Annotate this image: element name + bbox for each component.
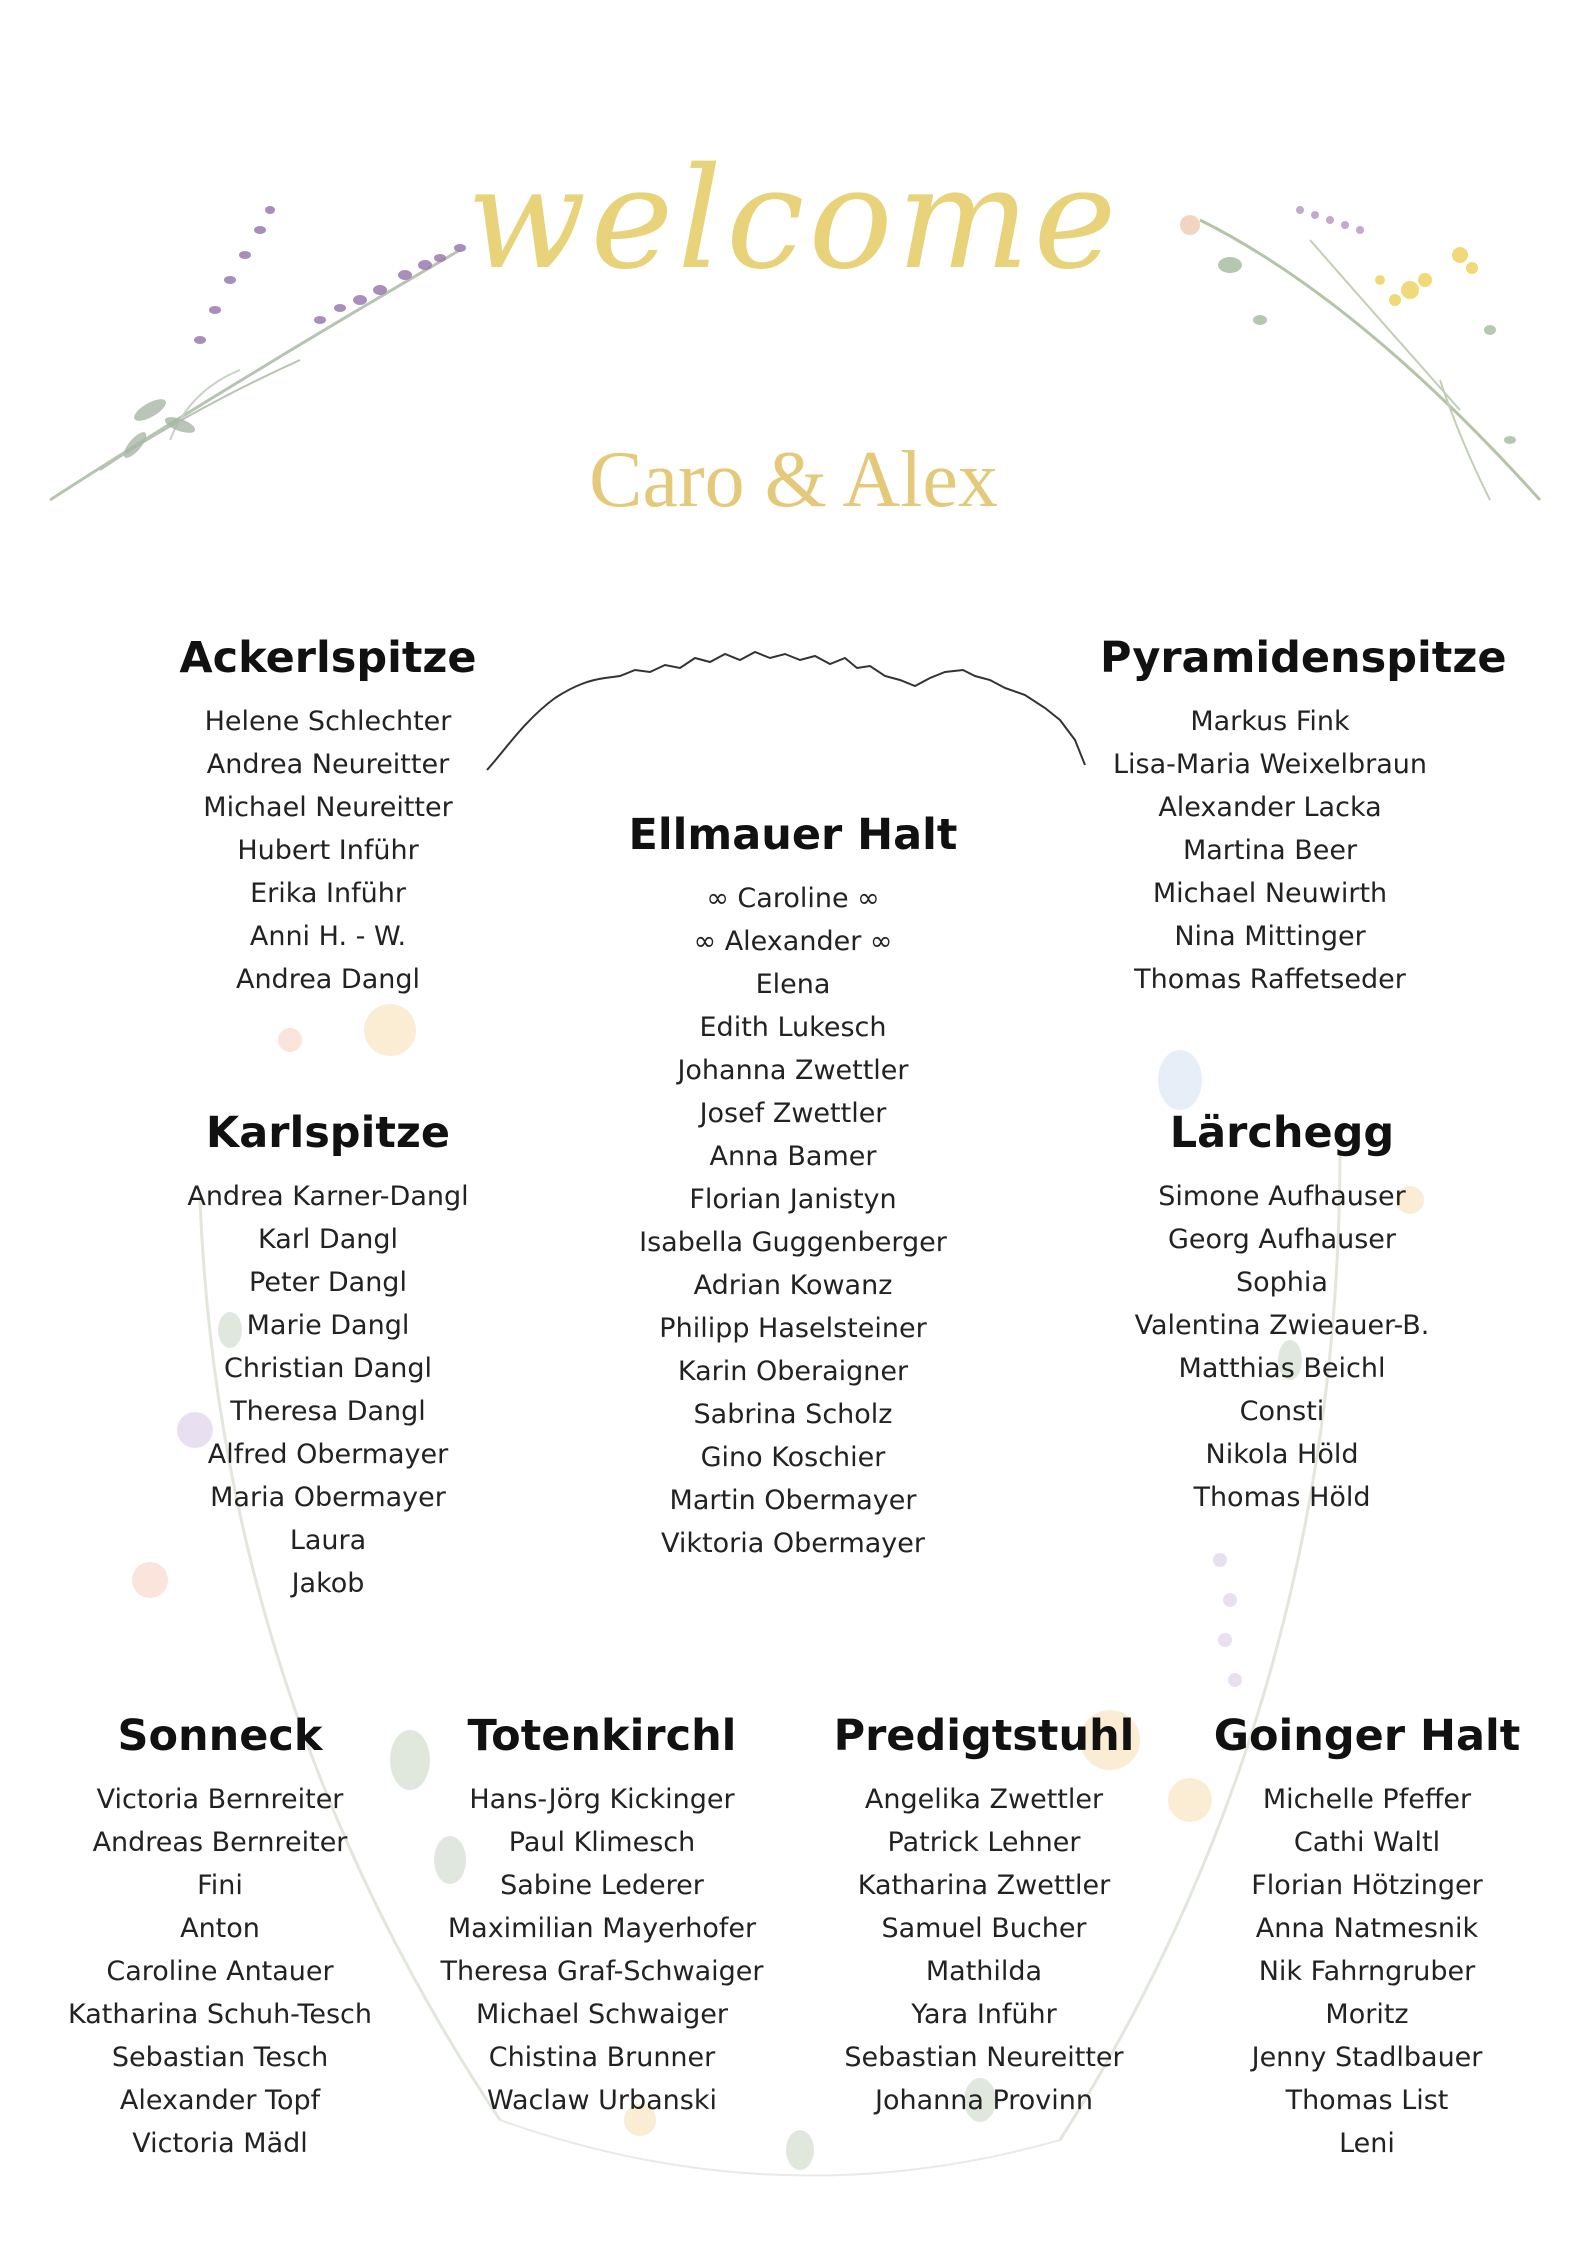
guest-name: Maria Obermayer	[210, 1482, 446, 1514]
guest-name: Philipp Haselsteiner	[659, 1313, 927, 1345]
guest-name: Marie Dangl	[246, 1310, 410, 1342]
guest-name: Sophia	[1236, 1267, 1328, 1299]
guest-name: Theresa Dangl	[230, 1396, 426, 1428]
guest-name: ∞ Alexander ∞	[693, 926, 893, 958]
table-title: Predigtstuhl	[833, 1711, 1135, 1761]
guest-name: Thomas Raffetseder	[1134, 964, 1406, 996]
guest-list	[1197, 1778, 1537, 2165]
table-title: Ellmauer Halt	[628, 810, 958, 860]
guest-name: Michael Neureitter	[203, 792, 453, 824]
guest-name: Gino Koschier	[700, 1442, 886, 1474]
couple-names: Caro & Alex	[589, 436, 998, 524]
guest-list	[623, 877, 963, 1565]
guest-name: Katharina Zwettler	[857, 1870, 1111, 1902]
guest-name: Thomas Höld	[1193, 1482, 1371, 1514]
guest-name: Josef Zwettler	[699, 1098, 887, 1130]
guest-name: Victoria Mädl	[132, 2128, 308, 2160]
guest-name: Simone Aufhauser	[1158, 1181, 1406, 1213]
table-title: Pyramidenspitze	[1100, 633, 1507, 683]
table-title: Sonneck	[117, 1711, 323, 1761]
guest-list	[158, 700, 498, 1001]
guest-name: Jenny Stadlbauer	[1251, 2042, 1483, 2074]
guest-name: Sabrina Scholz	[693, 1399, 893, 1431]
guest-list	[1100, 700, 1440, 1001]
guest-name: Sebastian Neureitter	[844, 2042, 1124, 2074]
guest-name: Markus Fink	[1190, 706, 1350, 738]
guest-name: Nik Fahrngruber	[1258, 1956, 1476, 1988]
table-totenkirchl	[432, 1713, 772, 2122]
table-title: Karlspitze	[205, 1108, 451, 1158]
table-pyramidenspitze	[1100, 633, 1507, 1001]
guest-name: Sabine Lederer	[500, 1870, 704, 1902]
mountain-silhouette-icon	[485, 640, 1095, 780]
guest-list	[1112, 1175, 1452, 1519]
guest-name: Adrian Kowanz	[693, 1270, 893, 1302]
guest-name: Johanna Zwettler	[677, 1055, 909, 1087]
guest-name: Waclaw Urbanski	[487, 2085, 717, 2117]
guest-name: Caroline Antauer	[106, 1956, 334, 1988]
guest-name: Michelle Pfeffer	[1262, 1784, 1472, 1816]
table-goinger-halt	[1197, 1713, 1537, 2165]
guest-name: Anton	[180, 1913, 260, 1945]
guest-name: Christian Dangl	[223, 1353, 433, 1385]
table-sonneck	[50, 1713, 390, 2165]
guest-name: Helene Schlechter	[204, 706, 452, 738]
guest-name: Cathi Waltl	[1293, 1827, 1441, 1859]
guest-name: Martin Obermayer	[669, 1485, 917, 1517]
guest-name: Michael Schwaiger	[475, 1999, 729, 2031]
guest-name: Hans-Jörg Kickinger	[469, 1784, 735, 1816]
guest-name: Anna Natmesnik	[1255, 1913, 1479, 1945]
guest-name: Thomas List	[1285, 2085, 1449, 2117]
guest-name: Jakob	[291, 1568, 365, 1600]
guest-name: Chistina Brunner	[488, 2042, 716, 2074]
guest-name: Karin Oberaigner	[677, 1356, 909, 1388]
guest-name: Andreas Bernreiter	[92, 1827, 348, 1859]
guest-list	[814, 1778, 1154, 2122]
guest-name: Edith Lukesch	[699, 1012, 887, 1044]
guest-name: Yara Inführ	[911, 1999, 1057, 2031]
guest-name: Laura	[289, 1525, 367, 1557]
guest-list	[432, 1778, 772, 2122]
guest-name: Angelika Zwettler	[864, 1784, 1104, 1816]
guest-name: Isabella Guggenberger	[639, 1227, 947, 1259]
guest-name: Valentina Zwieauer-B.	[1134, 1310, 1430, 1342]
guest-name: Patrick Lehner	[887, 1827, 1081, 1859]
guest-name: Nikola Höld	[1205, 1439, 1359, 1471]
guest-name: Fini	[197, 1870, 243, 1902]
table-title: Totenkirchl	[467, 1711, 737, 1761]
table-ackerlspitze	[158, 635, 498, 1001]
table-title: Lärchegg	[1169, 1108, 1395, 1158]
guest-list	[50, 1778, 390, 2165]
guest-name: Leni	[1339, 2128, 1395, 2160]
guest-name: Paul Klimesch	[508, 1827, 696, 1859]
guest-name: Maximilian Mayerhofer	[447, 1913, 757, 1945]
guest-name: Andrea Neureitter	[206, 749, 450, 781]
guest-name: Alexander Lacka	[1158, 792, 1382, 824]
guest-name: ∞ Caroline ∞	[706, 883, 880, 915]
guest-name: Alexander Topf	[119, 2085, 321, 2117]
guest-name: Andrea Karner-Dangl	[187, 1181, 469, 1213]
guest-name: Elena	[755, 969, 831, 1001]
guest-name: Erika Inführ	[250, 878, 406, 910]
guest-name: Karl Dangl	[257, 1224, 399, 1256]
guest-name: Michael Neuwirth	[1152, 878, 1388, 910]
guest-name: Katharina Schuh-Tesch	[68, 1999, 372, 2031]
guest-name: Moritz	[1325, 1999, 1409, 2031]
guest-name: Matthias Beichl	[1178, 1353, 1386, 1385]
guest-name: Hubert Inführ	[237, 835, 419, 867]
guest-name: Lisa-Maria Weixelbraun	[1113, 749, 1427, 781]
welcome-title: welcome	[466, 138, 1121, 301]
guest-name: Nina Mittinger	[1174, 921, 1366, 953]
guest-name: Samuel Bucher	[881, 1913, 1087, 1945]
guest-name: Mathilda	[925, 1956, 1043, 1988]
guest-name: Theresa Graf-Schwaiger	[440, 1956, 764, 1988]
guest-list	[158, 1175, 498, 1605]
table-predigtstuhl	[814, 1713, 1154, 2122]
guest-name: Alfred Obermayer	[207, 1439, 449, 1471]
table-karlspitze	[158, 1110, 498, 1605]
guest-name: Georg Aufhauser	[1167, 1224, 1397, 1256]
guest-name: Andrea Dangl	[235, 964, 421, 996]
guest-name: Consti	[1239, 1396, 1325, 1428]
guest-name: Anna Bamer	[709, 1141, 877, 1173]
guest-name: Victoria Bernreiter	[96, 1784, 344, 1816]
table-title: Ackerlspitze	[179, 633, 477, 683]
table-title: Goinger Halt	[1213, 1711, 1521, 1761]
guest-name: Sebastian Tesch	[111, 2042, 329, 2074]
guest-name: Anni H. - W.	[249, 921, 407, 953]
table-ellmauer-halt	[623, 812, 963, 1565]
guest-name: Florian Janistyn	[689, 1184, 897, 1216]
guest-name: Martina Beer	[1182, 835, 1358, 867]
guest-name: Peter Dangl	[249, 1267, 407, 1299]
guest-name: Florian Hötzinger	[1251, 1870, 1483, 1902]
table-laerchegg	[1112, 1110, 1452, 1519]
guest-name: Viktoria Obermayer	[660, 1528, 925, 1560]
guest-name: Johanna Provinn	[874, 2085, 1094, 2117]
